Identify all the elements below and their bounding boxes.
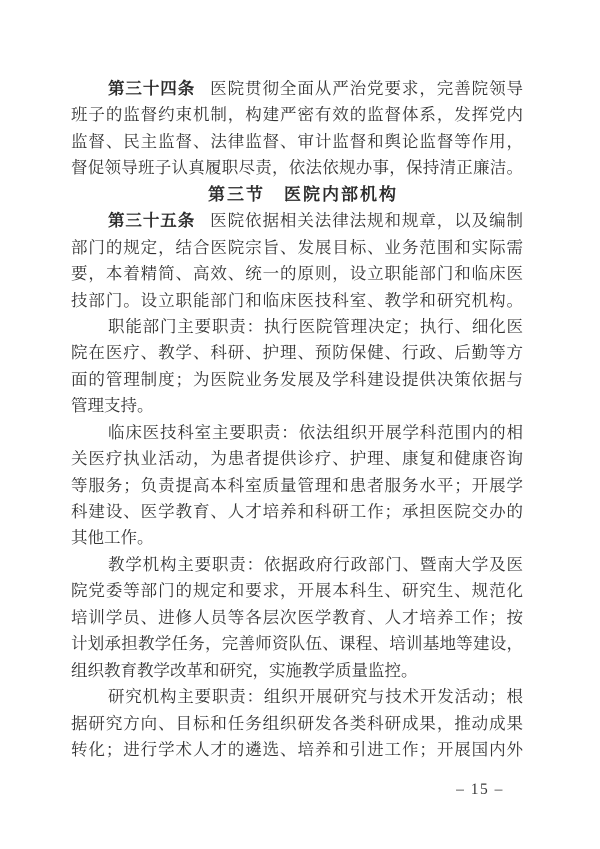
text-line <box>71 393 523 419</box>
line-text: 督促领导班子认真履职尽责，依法依规办事，保持清正廉洁。 <box>71 158 523 178</box>
line-text: 研究机构主要职责：组织开展研究与技术开发活动；根 <box>108 687 523 707</box>
text-line <box>71 102 523 128</box>
line-text: 管理支持。 <box>71 396 154 416</box>
paragraph-line-article-34-start <box>71 76 523 102</box>
line-text: 其他工作。 <box>71 528 154 548</box>
text-line <box>71 711 523 737</box>
article-number-34: 第三十四条 <box>108 80 196 98</box>
line-text: 关医疗执业活动，为患者提供诊疗、护理、康复和健康咨询 <box>71 449 523 469</box>
text-line <box>71 631 523 657</box>
article-number-35: 第三十五条 <box>108 212 196 231</box>
text-line <box>71 155 523 181</box>
line-text: 技部门。设立职能部门和临床医技科室、教学和研究机构。 <box>71 290 523 310</box>
line-text: 班子的监督约束机制，构建严密有效的监督体系，发挥党内 <box>71 105 523 125</box>
line-text: 培训学员、进修人员等各层次医学教育、人才培养工作；按 <box>71 607 523 627</box>
line-text: 科建设、医学教育、人才培养和科研工作；承担医院交办的 <box>71 502 523 521</box>
line-text: 面的管理制度；为医院业务发展及学科建设提供决策依据与 <box>71 369 523 389</box>
paragraph-line-research-orgs <box>71 684 523 710</box>
line-text: 监督、民主监督、法律监督、审计监督和舆论监督等作用， <box>71 131 523 151</box>
text-line <box>71 605 523 631</box>
line-text: 计划承担教学任务，完善师资队伍、课程、培训基地等建设， <box>71 634 523 654</box>
section-heading-text: 第三节 医院内部机构 <box>208 184 398 204</box>
paragraph-line-article-35-start <box>71 208 523 234</box>
line-text: 医院贯彻全面从严治党要求，完善院领导 <box>210 79 524 98</box>
document-body <box>71 76 523 763</box>
line-text: 院在医疗、教学、科研、护理、预防保健、行政、后勤等方 <box>71 343 523 363</box>
text-line <box>71 446 523 472</box>
paragraph-line-teaching-orgs <box>71 552 523 578</box>
text-line <box>71 340 523 366</box>
section-heading <box>71 182 523 208</box>
line-text: 转化；进行学术人才的遴选、培养和引进工作；开展国内外 <box>71 739 523 759</box>
line-text: 临床医技科室主要职责：依法组织开展学科范围内的相 <box>108 422 523 442</box>
line-text: 据研究方向、目标和任务组织研发各类科研成果，推动成果 <box>71 713 523 733</box>
text-line <box>71 658 523 684</box>
text-line <box>71 288 523 314</box>
text-line <box>71 737 523 763</box>
text-line <box>71 235 523 261</box>
text-line <box>71 261 523 287</box>
page-number: – 15 – <box>456 781 504 798</box>
text-line <box>71 578 523 604</box>
line-text: 教学机构主要职责：依据政府行政部门、暨南大学及医 <box>108 554 523 574</box>
line-text: 要，本着精简、高效、统一的原则，设立职能部门和临床医 <box>71 264 523 284</box>
paragraph-line-clinical-depts <box>71 420 523 446</box>
line-text: 医院依据相关法律法规和规章，以及编制 <box>210 211 524 231</box>
line-text: 职能部门主要职责：执行医院管理决定；执行、细化医 <box>108 316 523 336</box>
text-line <box>71 473 523 499</box>
line-text: 组织教育教学改革和研究，实施教学质量监控。 <box>71 660 418 680</box>
line-text: 院党委等部门的规定和要求，开展本科生、研究生、规范化 <box>71 581 523 601</box>
line-text: 等服务；负责提高本科室质量管理和患者服务水平；开展学 <box>71 475 523 495</box>
text-line <box>71 367 523 393</box>
text-line <box>71 525 523 551</box>
paragraph-line-functional-depts <box>71 314 523 340</box>
text-line <box>71 129 523 155</box>
line-text: 部门的规定，结合医院宗旨、发展目标、业务范围和实际需 <box>71 237 523 257</box>
text-line <box>71 499 523 525</box>
